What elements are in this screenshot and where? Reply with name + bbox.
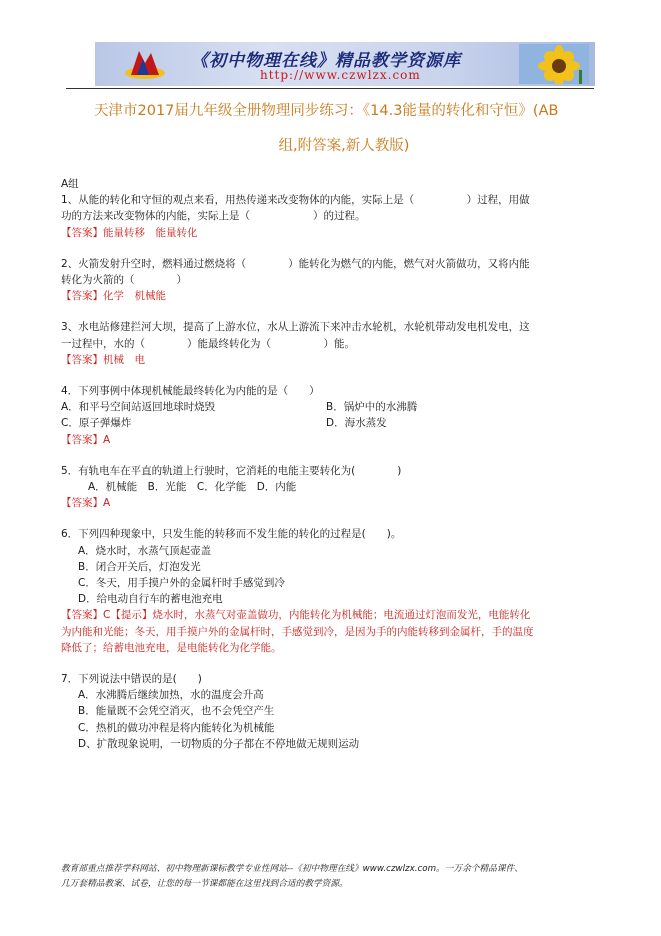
question-stem: 5．有轨电车在平直的轨道上行驶时，它消耗的电能主要转化为( ) [61,464,402,477]
question-6 [61,526,591,656]
sunflower-icon [519,44,589,84]
option-a: A．烧水时，水蒸气顶起壶盖 [78,544,212,557]
question-text: 一过程中，水的（ ）能最终转化为（ ）能。 [61,337,355,350]
option-b: B．锅炉中的水沸腾 [326,401,418,414]
question-1 [61,192,591,241]
header-banner [95,42,595,86]
document-title [94,94,594,164]
banner-url: http://www.czwlzx.com [260,68,421,82]
worksheet-body [61,176,591,767]
question-text: 转化为火箭的（ ） [61,274,187,287]
answer: 【答案】A [61,497,111,510]
answer: 【答案】A [61,433,111,446]
question-3 [61,319,591,368]
page-footer [61,862,601,892]
answer: 为内能和光能；冬天，用手摸户外的金属杆时，手感觉到冷，是因为手的内能转移到金属杆，手的温度 [61,625,534,638]
options: A．机械能 B．光能 C．化学能 D．内能 [88,481,297,494]
option-c: C．原子弹爆炸 [61,417,132,430]
option-c: C．热机的做功冲程是将内能转化为机械能 [78,721,275,734]
question-2 [61,256,591,305]
question-stem: 4．下列事例中体现机械能最终转化为内能的是（ ） [61,385,320,398]
question-text: 1、从能的转化和守恒的观点来看，用热传递来改变物体的内能，实际上是（ ）过程，用做 [61,194,530,207]
question-4 [61,383,591,448]
option-d: D．海水蒸发 [326,417,387,430]
footer-line-1: 教育部重点推荐学科网站、初中物理新课标教学专业性网站--《初中物理在线》www.czwlzx.com。一万余个精品课件、 [61,864,523,874]
option-a: A．水沸腾后继续加热，水的温度会升高 [78,689,264,702]
answer: 【答案】机械 电 [61,353,145,366]
option-d: D．给电动自行车的蓄电池充电 [78,593,223,606]
option-row [61,415,591,431]
lightning-logo-icon [123,47,167,81]
footer-line-2: 几万套精品教案、试卷，让您的每一节课都能在这里找到合适的教学资源。 [61,879,348,889]
option-b: B．能量既不会凭空消灭，也不会凭空产生 [78,705,275,718]
question-stem: 6．下列四种现象中，只发生能的转移而不发生能的转化的过程是( )。 [61,528,402,541]
banner-title: 《初中物理在线》精品教学资源库 [191,51,461,71]
question-5 [61,463,591,512]
answer: 【答案】能量转移 能量转化 [61,226,198,239]
question-text: 3、水电站修建拦河大坝，提高了上游水位，水从上游流下来冲击水轮机，水轮机带动发电机发电，这 [61,321,530,334]
option-d: D、扩散现象说明，一切物质的分子都在不停地做无规则运动 [78,737,360,750]
question-text: 2、火箭发射升空时，燃料通过燃烧将（ ）能转化为燃气的内能，燃气对火箭做功，又将内能 [61,257,530,270]
title-line-2: 组,附答案,新人教版) [278,138,410,154]
option-c: C．冬天，用手摸户外的金属杆时手感觉到冷 [78,577,285,590]
option-b: B．闭合开关后，灯泡发光 [78,560,201,573]
title-line-1: 天津市2017届九年级全册物理同步练习：《14.3能量的转化和守恒》(AB [94,103,559,119]
option-row [61,399,591,415]
question-stem: 7．下列说法中错误的是( ) [61,673,202,686]
question-text: 功的方法来改变物体的内能，实际上是（ ）的过程。 [61,210,366,223]
answer: 降低了；给蓄电池充电，是电能转化为化学能。 [61,641,282,654]
answer: 【答案】C【提示】烧水时，水蒸气对壶盖做功，内能转化为机械能；电流通过灯泡而发光，电能转化 [61,609,531,622]
group-label: A组 [61,178,79,190]
question-7 [61,671,591,752]
answer: 【答案】化学 机械能 [61,290,166,303]
option-a: A．和平号空间站返回地球时烧毁 [61,401,216,414]
header-divider [66,88,594,89]
